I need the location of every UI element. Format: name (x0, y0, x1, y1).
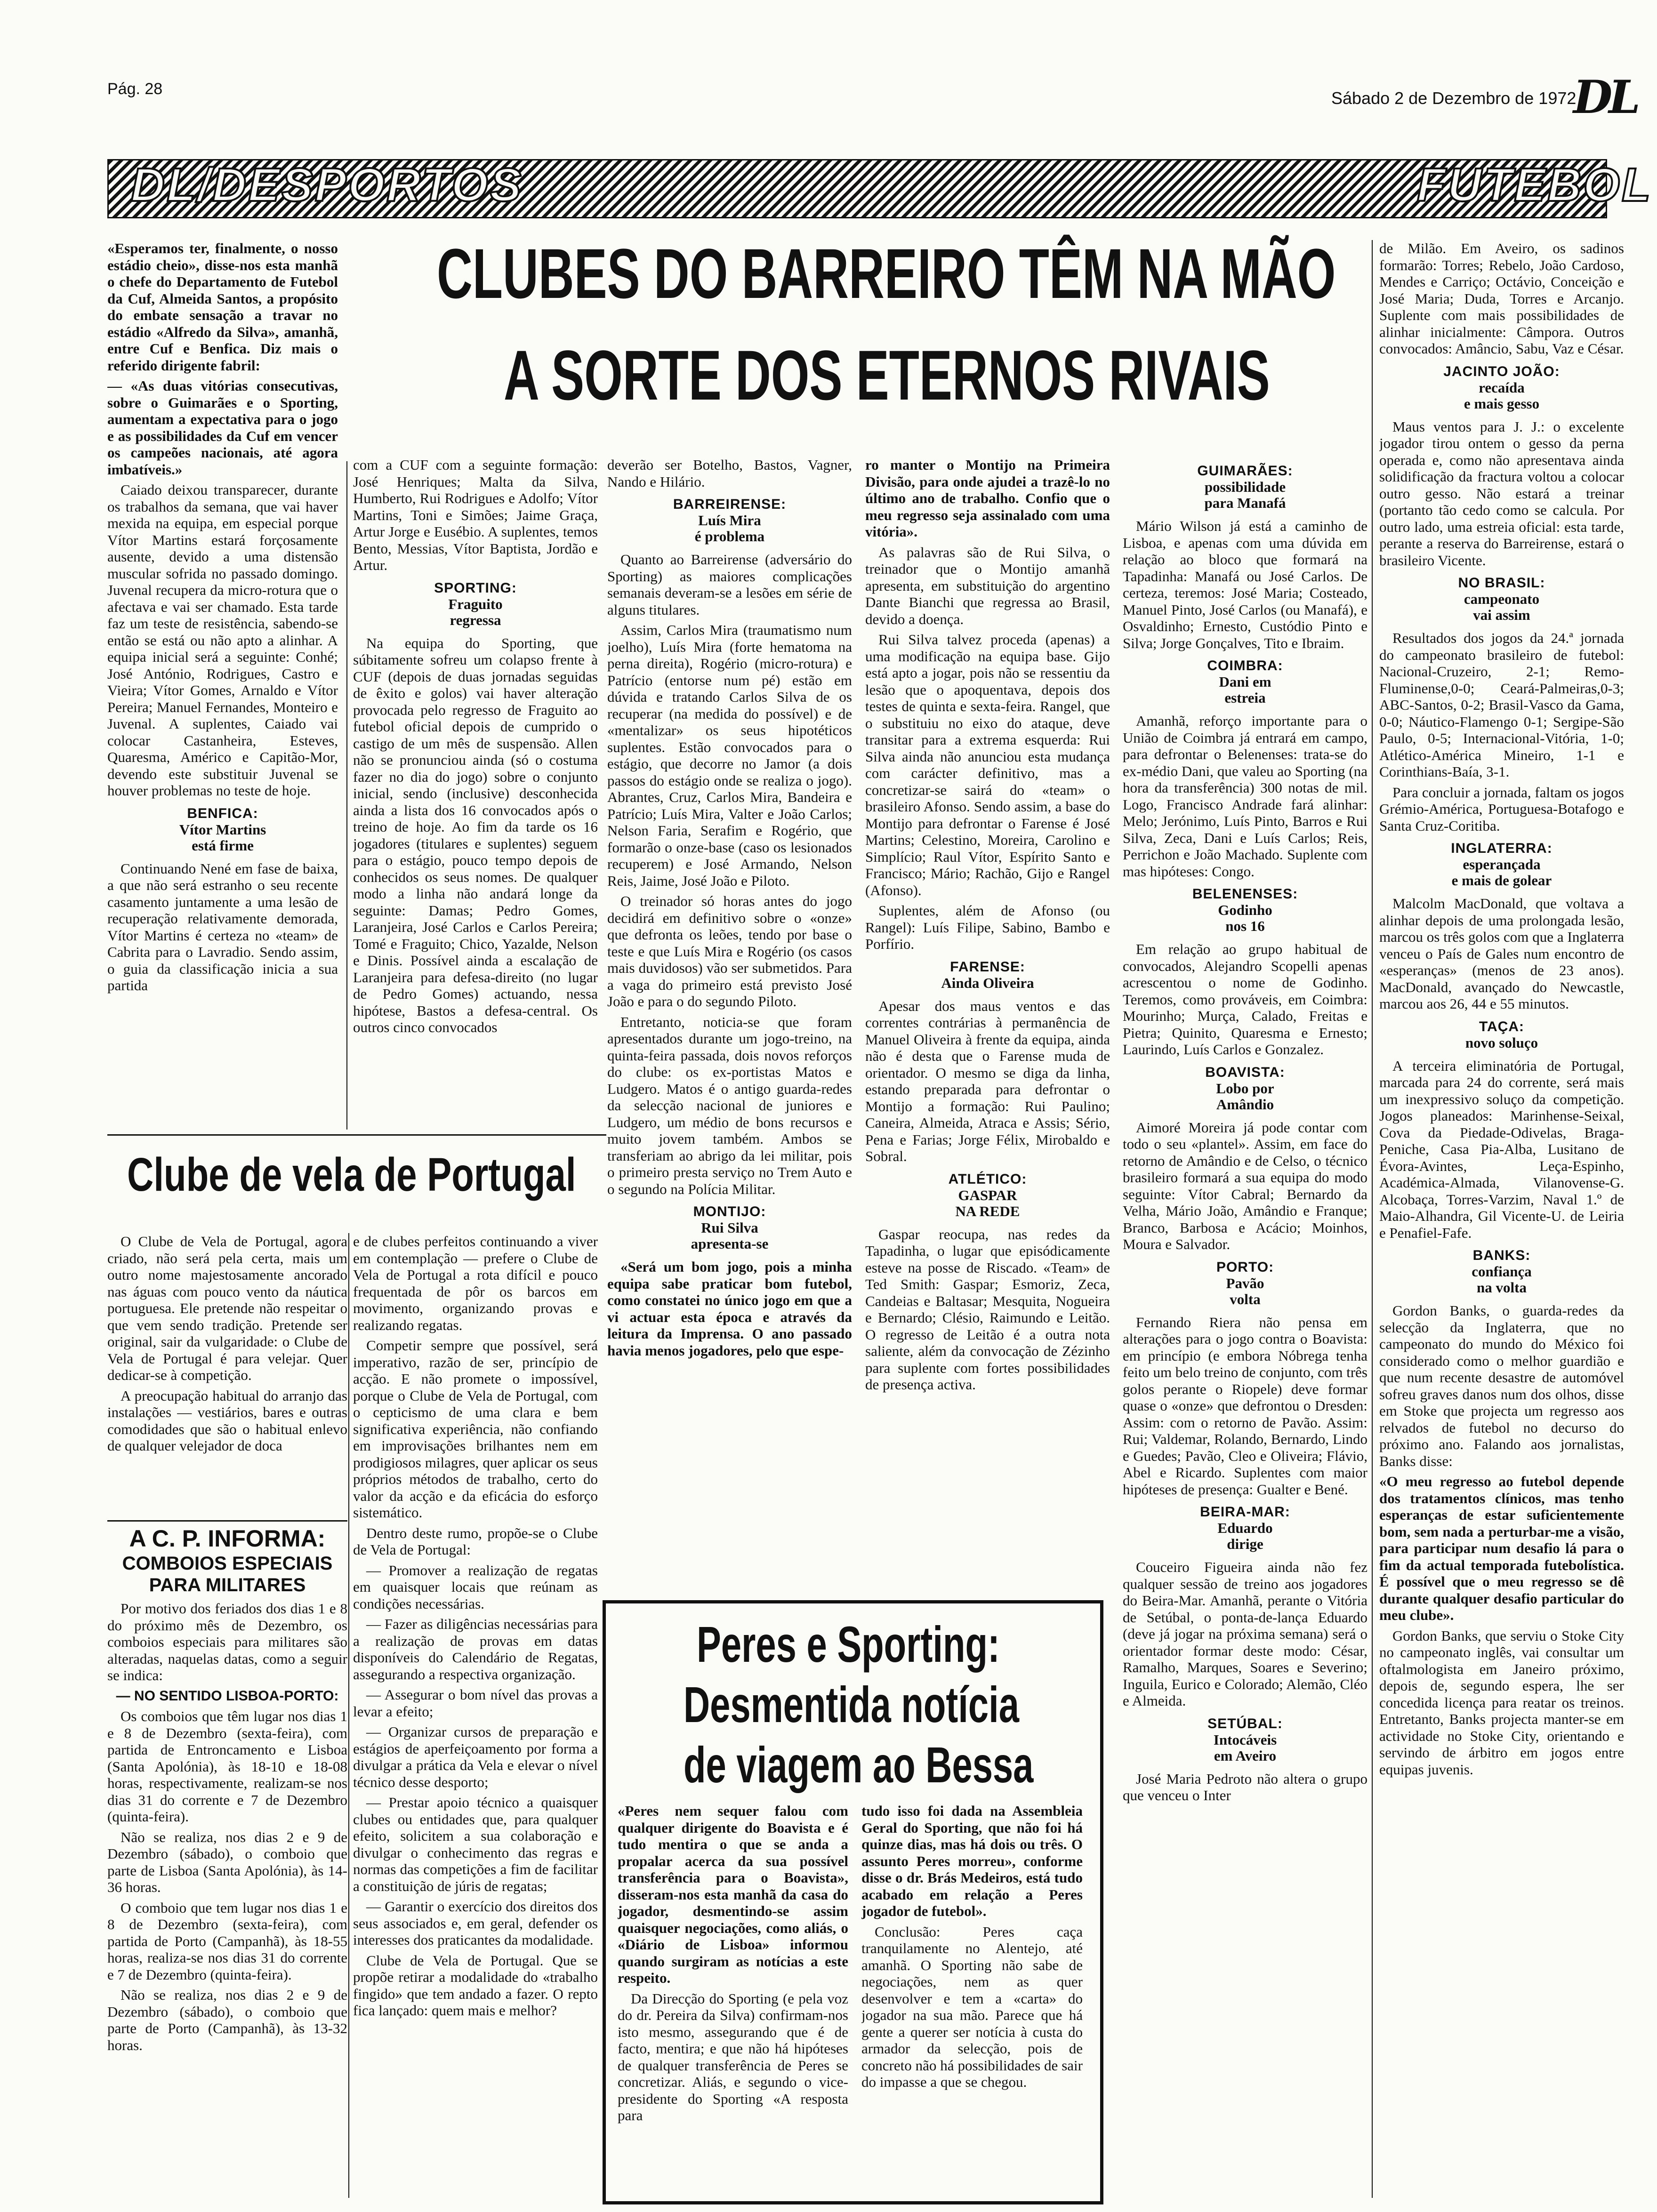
paragraph: Resultados dos jogos da 24.ª jornada do campeonato brasileiro de futebol: Nacional-Cruzeiro, 2-1; Remo-Fluminense,0-0; Ceará-Palmeiras,0-3; ABC-Santos, 0-2; Brasil-Vasco da Gama, 0-0; Náutico-Flamengo 0-1; Sergipe-São Paulo, 0-5; Internacional-Vitória, 1-0; Atlético-América Mineiro, 1-1 e Corinthians-Baía, 3-1. (1379, 630, 1624, 780)
vela-column-1 (107, 1233, 347, 1530)
subheading-title: BANKS: (1472, 1248, 1531, 1263)
list-item: — Fazer as diligências necessárias para a realização de provas em datas disponíveis do Calendário de Regatas, assegurando a respectiva organização. (353, 1616, 598, 1683)
paragraph: O comboio que tem lugar nos dias 1 e 8 de Dezembro (sexta-feira), com partida de Porto (Campanhã), às 18-55 horas, realiza-se nos dias 31 do corrente e 7 de Dezembro (quinta-feira). (107, 1899, 347, 1983)
subheading-line: é problema (694, 528, 765, 545)
quote-paragraph: — «As duas vitórias consecutivas, sobre o Guimarães e o Sporting, aumentam a expectativa para o jogo e as possibilidades da Cuf em vencer os campeões nacionais, até agora imbatíveis.» (107, 377, 338, 478)
subheading-line: nos 16 (1225, 918, 1265, 934)
subheading-line: regressa (450, 611, 501, 628)
column-divider (1372, 240, 1373, 2198)
subheading-line: Fraguito (448, 595, 503, 612)
paragraph: A preocupação habitual do arranjo das instalações — vestiários, bares e outras comodidades que são o habitual enlevo de qualquer velejador de doca (107, 1387, 347, 1454)
subheading-line: Pavão (1226, 1274, 1264, 1291)
subheading-farense (865, 959, 1110, 991)
paragraph: Conclusão: Peres caça tranquilamente no Alentejo, até amanhã. O Sporting não sabe de negociações, nem as quer desenvolver e tem a «carta» do jogador na sua mão. Parece que há gente a querer ser notícia à custa do armador da selecção, pois de concreto não há possibilidades de sair do impasse a que se chegou. (861, 1923, 1083, 2090)
subheading-setubal (1123, 1716, 1367, 1764)
subheading-sporting (353, 580, 598, 628)
paragraph: As palavras são de Rui Silva, o treinador que o Montijo amanhã apresenta, em substituição do argentino Dante Bianchi que regressa ao Brasil, devido a doença. (865, 544, 1110, 627)
paragraph: Não se realiza, nos dias 2 e 9 de Dezembro (sábado), o comboio que parte de Porto (Campanhã), às 13-32 horas. (107, 1987, 347, 2053)
paragraph: Aimoré Moreira já pode contar com todo o seu «plantel». Assim, em face do retorno de Amândio e de Celso, o técnico brasileiro formará a sua equipa do modo seguinte: Vítor Cabral; Bernardo da Velha, Mário João, Amândio e Franque; Branco, Barbosa e Acácio; Moinhos, Moura e Salvador. (1123, 1119, 1367, 1252)
acp-subtitle-1: COMBOIOS ESPECIAIS (122, 1553, 333, 1574)
section-title-left: DL/DESPORTOS (131, 159, 523, 211)
subheading-title: ATLÉTICO: (948, 1171, 1027, 1187)
subheading-line: estreia (1224, 689, 1266, 706)
paragraph: Couceiro Figueira ainda não fez qualquer sessão de treino aos jogadores do Beira-Mar. Amanhã, perante o Vitória de Setúbal, o ponta-de-lança Eduardo (deve já jogar na próxima semana) será o orientador formar deste modo: César, Ramalho, Marques, Soares e Severino; Inguila, Eurico e Colorado; Alemão, Cléo e Almeida. (1123, 1559, 1367, 1709)
subheading-line: em Aveiro (1214, 1747, 1277, 1764)
section-title-right: FUTEBOL (1417, 159, 1653, 211)
subheading-line: novo soluço (1465, 1034, 1538, 1051)
subheading-benfica (107, 806, 338, 854)
intro-paragraph: «Esperamos ter, finalmente, o nosso estádio cheio», disse-nos esta manhã o chefe do Departamento de Futebol da Cuf, Almeida Santos, a propósito do embate sensação a travar no estádio «Alfredo da Silva», amanhã, entre Cuf e Benfica. Diz mais o referido dirigente fabril: (107, 240, 338, 374)
paragraph: Por motivo dos feriados dos dias 1 e 8 do próximo mês de Dezembro, os comboios especiais para militares são alteradas, naquelas datas, como a seguir se indica: (107, 1600, 347, 1683)
subheading-line: volta (1230, 1290, 1261, 1307)
peres-headline-1: Peres e Sporting: (697, 1616, 1000, 1673)
quote-paragraph: «Peres nem sequer falou com qualquer dirigente do Boavista e é tudo mentira o que se anda a propalar acerca da sua possível transferência para o Boavista», disseram-nos esta manhã da casa do jogador, desmentindo-se assim quaisquer negociações, como aliás, o «Diário de Lisboa» informou quando surgiram as notícias a este respeito. (618, 1803, 848, 1986)
paragraph: Dentro deste rumo, propõe-se o Clube de Vela de Portugal: (353, 1524, 598, 1558)
paragraph: Em relação ao grupo habitual de convocados, Alejandro Scopelli apenas acrescentou o nome de Godinho. Teremos, como prováveis, em Coimbra: Mourinho; Murça, Calado, Freitas e Pietra; Quinito, Quaresma e Ernesto; Laurindo, Luís Carlos e Gonzalez. (1123, 941, 1367, 1058)
subheading-line: campeonato (1464, 591, 1540, 607)
paragraph: Para concluir a jornada, faltam os jogos Grémio-América, Portuguesa-Botafogo e Santa Cruz-Coritiba. (1379, 784, 1624, 834)
subheading-barreirense (607, 497, 852, 545)
subheading-line: esperançada (1463, 856, 1541, 873)
subheading-montijo (607, 1204, 852, 1252)
issue-date: Sábado 2 de Dezembro de 1972 (1331, 88, 1577, 108)
paragraph: Competir sempre que possível, será imperativo, razão de ser, princípio de acção. E não promete o impossível, porque o Clube de Vela de Portugal, com o cepticismo de uma clara e bem significativa experiência, não confiando em improvisações brilhantes nem em prodigiosos milagres, quer aplicar os seus próprios métodos de trabalho, certo do valor da acção e da eficácia do esforço sistemático. (353, 1337, 598, 1521)
acp-title: A C. P. INFORMA: (129, 1525, 326, 1552)
list-item: — Promover a realização de regatas em quaisquer locais que reúnam as condições necessárias. (353, 1562, 598, 1612)
list-item: — Prestar apoio técnico a quaisquer clubes ou entidades que, para qualquer efeito, solicitem a sua colaboração e divulgar o conhecimento das regras e normas das competições a fim de facilitar a constituição de júris de regatas; (353, 1794, 598, 1894)
paragraph: Maus ventos para J. J.: o excelente jogador tirou ontem o gesso da perna operada e, como não apresentava ainda solidificação da fractura voltou a colocar outro gesso. Não estará a treinar (portanto tão cedo como se calcula. Por outro lado, uma estreia oficial: esta tarde, perante a reserva do Barreirense, estará o brasileiro Vicente. (1379, 418, 1624, 569)
subheading-line: Intocáveis (1213, 1731, 1277, 1748)
paragraph: Mário Wilson já está a caminho de Lisboa, e apenas com uma dúvida em relação ao bloco que formará na Tapadinha: Manafá ou José Carlos. De certeza, teremos: José Maria; Costeado, Manuel Pinto, José Carlos (ou Manafá), e Osvaldinho; Ernesto, Custódio Pinto e Silva; Jorge Gonçalves, Tito e Ibraim. (1123, 518, 1367, 651)
subheading-coimbra (1123, 658, 1367, 706)
column-divider (346, 461, 347, 1130)
subheading-no-brasil (1379, 575, 1624, 623)
subheading-boavista (1123, 1065, 1367, 1113)
paragraph: A terceira eliminatória de Portugal, marcada para 24 do corrente, será mais um inexpressivo soluço da competição. Jogos planeados: Marinhense-Seixal, Cova da Piedade-Odivelas, Braga-Peniche, Casa Pia-Alba, Lusitano de Évora-Avintes, Leça-Espinho, Académica-Almada, Vilanovense-G. Alcobaça, Torres-Varzim, Naval 1.º de Maio-Alhandra, Gil Vicente-U. de Leiria e Penafiel-Fafe. (1379, 1057, 1624, 1241)
paragraph: Gordon Banks, que serviu o Stoke City no campeonato inglês, vai consultar um oftalmologista em Janeiro próximo, depois de, segundo espera, lhe ser concedida licença para reatar os treinos. Entretanto, Banks projecta manter-se em actividade no Stoke City, orientando e servindo de árbitro em jogos entre equipas juvenis. (1379, 1627, 1624, 1778)
subheading-line: Dani em (1219, 673, 1271, 690)
article-column-4 (865, 457, 1110, 1586)
subheading-title: BENFICA: (187, 805, 258, 821)
subheading-title: MONTIJO: (693, 1204, 766, 1219)
peres-headline-3: de viagem ao Bessa (684, 1736, 1034, 1793)
subheading-atletico (865, 1171, 1110, 1219)
subheading-line: recaída (1479, 379, 1525, 396)
paragraph: Rui Silva talvez proceda (apenas) a uma modificação na equipa base. Gijo está apto a jogar, pois não se ressentiu da lesão que o apoquentava, depois dos testes de quinta e sexta-feira. Rangel, que o substituiu no eixo do ataque, deve transitar para a extrema esquerda: Rui Silva ainda não anunciou esta mudança com carácter definitivo, mas a concretizar-se sairá do «team» o brasileiro Afonso. Sendo assim, a base do Montijo para defrontar o Farense é José Martins; Celestino, Moreira, Carolino e Simplício; Raul Vítor, Espírito Santo e Francisco; Mário; Rachão, Gijo e Rangel (Afonso). (865, 631, 1110, 898)
vela-headline: Clube de vela de Portugal (127, 1148, 576, 1201)
subheading-line: e mais de golear (1451, 872, 1552, 889)
subheading-line: está firme (192, 837, 254, 854)
article-column-3 (607, 457, 852, 1586)
paragraph: e de clubes perfeitos continuando a viver em contemplação — prefere o Clube de Vela de Portugal a rota difícil e pouco frequentada de pôr os barcos em movimento, organizando provas e realizando regatas. (353, 1233, 598, 1333)
section-divider (107, 1134, 606, 1136)
quote-paragraph: ro manter o Montijo na Primeira Divisão, para onde ajudei a trazê-lo no último ano de trabalho. Confio que o meu regresso seja assinalado com uma vitória». (865, 457, 1110, 540)
article-column-1 (107, 240, 338, 1125)
column-divider (348, 1233, 349, 2198)
peres-column-1 (618, 1803, 848, 2188)
paragraph: Suplentes, além de Afonso (ou Rangel): Luís Filipe, Sabino, Bambo e Porfírio. (865, 902, 1110, 952)
subheading-banks (1379, 1248, 1624, 1296)
newspaper-logo: DL (1573, 71, 1637, 124)
paragraph: Quanto ao Barreirense (adversário do Sporting) as maiores complicações semanais deveram-se a lesões em série de alguns titulares. (607, 551, 852, 618)
paragraph: O treinador só horas antes do jogo decidirá em definitivo sobre o «onze» que defronta os leões, tendo por base o teste e que Luís Mira e Rogério (os casos mais duvidosos) vão ser submetidos. Para a vaga do primeiro está previsto José João e para o do segundo Piloto. (607, 893, 852, 1010)
acp-subtitle-2: PARA MILITARES (149, 1575, 306, 1595)
article-column-5 (1123, 457, 1367, 2198)
subheading-belenenses (1123, 886, 1367, 934)
subheading-title: GUIMARÃES: (1197, 463, 1293, 479)
quote-paragraph: «Será um bom jogo, pois a minha equipa sabe praticar bom futebol, como constatei no único jogo em que a vi actuar esta época e através da leitura da Imprensa. O ano passado havia menos jogadores, pelo que espe- (607, 1258, 852, 1359)
acp-column (107, 1600, 347, 2198)
subheading-title: INGLATERRA: (1451, 841, 1552, 856)
subheading-title: COIMBRA: (1207, 658, 1283, 673)
subheading-title: SPORTING: (434, 580, 517, 596)
quote-paragraph: tudo isso foi dada na Assembleia Geral do Sporting, que não foi há quinze dias, mas há dois ou três. O assunto Peres morreu», conforme disse o dr. Brás Medeiros, está tudo acabado em relação a Peres jogador de futebol». (861, 1803, 1083, 1919)
subheading-line: Ainda Oliveira (941, 974, 1034, 991)
vela-column-2 (353, 1233, 598, 2198)
subheading-inglaterra (1379, 841, 1624, 889)
paragraph: Amanhã, reforço importante para o União de Coimbra já entrará em campo, para defrontar o Belenenses: trata-se do ex-médio Dani, que valeu ao Sporting (na hora da transferência) 300 notas de mil. Logo, Francisco Andrade fará alinhar: Melo; Jerónimo, Luís Pinto, Barros e Rui Silva, Zeca, Dani e Luís Carlos; Reis, Perrichon e João Machado. Suplente com mas hipóteses: Congo. (1123, 713, 1367, 880)
subheading-title: BELENENSES: (1192, 886, 1298, 902)
subheading-title: TAÇA: (1479, 1018, 1525, 1034)
paragraph: Não se realiza, nos dias 2 e 9 de Dezembro (sábado), o comboio que parte de Lisboa (Santa Apolónia), às 14-36 horas. (107, 1828, 347, 1895)
paragraph: Na equipa do Sporting, que súbitamente sofreu um colapso frente à CUF (depois de duas jornadas seguidas de êxito e golos) vai haver alteração provocada pelo regresso de Fraguito ao futebol oficial depois de cumprido o castigo de um mês de suspensão. Allen não se pronunciou ainda (só o costuma fazer no dia do jogo) sobre o conjunto inicial, sendo (inclusive) desconhecida ainda a lista dos 16 convocados após o treino de hoje. Ao fim da tarde os 16 jogadores (titulares e suplentes) seguem para o estágio, pouco tempo depois de conhecidos os seus nomes. De qualquer modo a linha não andará longe da seguinte: Damas; Pedro Gomes, Laranjeira, José Carlos e Carlos Pereira; Tomé e Fraguito; Chico, Yazalde, Nelson e Dinis. Possível ainda a escalação de Laranjeira para defesa-direito (no lugar de Pedro Gomes) actuando, nessa hipótese, Bastos a defesa-central. Os outros cinco convocados (353, 634, 598, 1035)
subheading-title: SETÚBAL: (1207, 1715, 1283, 1731)
subheading-line: GASPAR (958, 1186, 1017, 1203)
subheading-line: possibilidade (1204, 479, 1286, 495)
subheading-porto (1123, 1259, 1367, 1307)
subheading-line: vai assim (1473, 607, 1530, 623)
subheading-line: na volta (1477, 1279, 1527, 1296)
subheading-beira-mar (1123, 1504, 1367, 1552)
subheading-title: JACINTO JOÃO: (1443, 363, 1560, 379)
subheading-line: Amândio (1216, 1096, 1274, 1113)
subheading-line: Rui Silva (701, 1219, 758, 1236)
list-item: — Organizar cursos de preparação e estágios de aperfeiçoamento por forma a divulgar a prática da Vela e elevar o nível técnico desse desporto; (353, 1723, 598, 1790)
paragraph: Entretanto, noticia-se que foram apresentados durante um jogo-treino, na quinta-feira passada, dois novos reforços do clube: os ex-portistas Matos e Ludgero. Matos é o antigo guarda-redes da selecção nacional de juniores e Ludgero, um médio de bons recursos e muito jovem também. Ambos se transferiam ao abrigo da lei militar, pois o primeiro presta serviço no Trem Auto e o segundo na Polícia Militar. (607, 1013, 852, 1197)
subheading-jacinto-joao (1379, 364, 1624, 412)
paragraph: Os comboios que têm lugar nos dias 1 e 8 de Dezembro (sexta-feira), com partida de Entroncamento e Lisboa (Santa Apolónia), às 18-10 e 18-08 horas, respectivamente, realizam-se nos dias 31 do corrente e 7 de Dezembro (quinta-feira). (107, 1708, 347, 1825)
subheading-line: dirige (1227, 1536, 1263, 1552)
paragraph: Clube de Vela de Portugal. Que se propõe retirar a modalidade do «trabalho fingido» que tem andado a fazer. O repto fica lançado: quem mais e melhor? (353, 1952, 598, 2019)
section-divider (107, 1520, 347, 1522)
subheading-title: BOAVISTA: (1205, 1064, 1285, 1080)
paragraph: de Milão. Em Aveiro, os sadinos formarão: Torres; Rebelo, João Cardoso, Mendes e Carriço; Octávio, Conceição e José Maria; Duda, Torres e Arcanjo. Suplente com mais possibilidades de alinhar inicialmente: Câmpora. Outros convocados: Amâncio, Sabu, Vaz e César. (1379, 240, 1624, 357)
subheading-title: BEIRA-MAR: (1200, 1504, 1290, 1520)
peres-headline-2: Desmentida notícia (684, 1676, 1019, 1733)
subheading-line: apresenta-se (691, 1235, 769, 1252)
subheading-line: NA REDE (955, 1202, 1020, 1219)
paragraph: Da Direcção do Sporting (e pela voz do dr. Pereira da Silva) confirmam-nos isto mesmo, assegurando que é de facto, mentira; e que não há hipóteses de qualquer transferência de Peres se concretizar. Aliás, e segundo o vice-presidente do Sporting «A resposta para (618, 1990, 848, 2124)
paragraph: Apesar dos maus ventos e das correntes contrárias à permanência de Manuel Oliveira à frente da equipa, ainda não é desta que o Farense muda de orientador. O mesmo se diga da linha, estando preparada para defrontar o Montijo a formação: Rui Paulino; Caneira, Almeida, Atraca e Assis; Sério, Pena e Farias; Jorge Félix, Mirobaldo e Sobral. (865, 997, 1110, 1164)
subheading-line: confiança (1472, 1263, 1532, 1280)
subheading-line: Luís Mira (698, 512, 761, 529)
subheading-title: PORTO: (1216, 1259, 1274, 1275)
subheading-line: Lobo por (1216, 1080, 1274, 1097)
main-headline-line2: A SORTE DOS ETERNOS RIVAIS (504, 336, 1270, 415)
page-number: Pág. 28 (107, 80, 163, 98)
subheading-line: para Manafá (1204, 495, 1286, 511)
paragraph: O Clube de Vela de Portugal, agora criado, não será pela certa, mais um outro nome majestosamente ancorado nas águas com pouco vento da náutica portuguesa. Ele pretende não respeitar o que vem sendo tradição. Pretende ser original, sair da vulgaridade: o Clube de Vela de Portugal é para velejar. Quer dedicar-se à competição. (107, 1233, 347, 1383)
paragraph: com a CUF com a seguinte formação: José Henriques; Malta da Silva, Humberto, Rui Rodrigues e Adolfo; Vítor Martins, Toni e Simões; Jaime Graça, Artur Jorge e Eusébio. A suplentes, temos Bento, Messias, Vítor Baptista, Jordão e Artur. (353, 457, 598, 573)
paragraph: deverão ser Botelho, Bastos, Vagner, Nando e Hilário. (607, 457, 852, 490)
paragraph: Assim, Carlos Mira (traumatismo num joelho), Luís Mira (forte hematoma na perna direita), Rogério (micro-rotura) e Patrício (entorse num pé) estão em dúvida e tratando Carlos Silva de os recuperar (na medida do possível) e de «mentalizar» os seus hipotéticos suplentes. Estão convocados para o estágio, que decorre no Jamor (a dois passos do estágio onde se realiza o jogo). Abrantes, Cruz, Carlos Mira, Bandeira e Patrício; Luís Mira, Valter e João Carlos; Nelson Faria, Serafim e Rogério, que formarão o onze-base (caso os lesionados recuperem) e José Armando, Nelson Reis, Jaime, José João e Piloto. (607, 622, 852, 889)
main-headline-line1: CLUBES DO BARREIRO TÊM NA MÃO (437, 234, 1336, 313)
paragraph: Fernando Riera não pensa em alterações para o jogo contra o Boavista: em princípio (e embora Nóbrega tenha feito um belo treino de conjunto, com três golos perante o Riopele) deve formar quase o «onze» que defrontou o Dresden: Assim: com o retorno de Pavão. Assim: Rui; Valdemar, Rolando, Bernardo, Lindo e Guedes; Pavão, Cleo e Oliveira; Flávio, Abel e Ricardo. Suplentes com maior hipóteses de presença: Gualter e Bené. (1123, 1314, 1367, 1498)
quote-paragraph: «O meu regresso ao futebol depende dos tratamentos clínicos, mas tenho esperanças de estar suficientemente bom, sem nada a perturbar-me a visão, para participar num desafio lá para o fim da actual temporada futebolística. É possível que o meu regresso se dê durante qualquer desafio particular do meu clube». (1379, 1473, 1624, 1623)
subheading-line: Eduardo (1217, 1520, 1273, 1536)
peres-column-2 (861, 1803, 1083, 2188)
subheading-guimaraes (1123, 463, 1367, 511)
subheading-title: NO BRASIL: (1458, 575, 1545, 591)
subheading-taca (1379, 1019, 1624, 1051)
subheading-title: BARREIRENSE: (673, 497, 787, 512)
subheading-line: e mais gesso (1464, 395, 1540, 412)
article-column-2 (353, 457, 598, 1120)
subheading-title: FARENSE: (950, 959, 1025, 975)
route-heading: — NO SENTIDO LISBOA-PORTO: (116, 1688, 339, 1704)
subheading-line: Vítor Martins (179, 821, 266, 838)
paragraph: Gordon Banks, o guarda-redes da selecção da Inglaterra, que no campeonato do mundo do México foi considerado como o melhor guardião e que num recente desastre de automóvel sofreu graves danos num dos olhos, disse em Stoke que projecta um regresso aos relvados de futebol no decurso do próximo ano. Falando aos jornalistas, Banks disse: (1379, 1302, 1624, 1469)
paragraph: José Maria Pedroto não altera o grupo que venceu o Inter (1123, 1770, 1367, 1803)
subheading-line: Godinho (1218, 902, 1272, 918)
paragraph: Malcolm MacDonald, que voltava a alinhar depois de uma prolongada lesão, marcou os três golos com que a Inglaterra venceu o País de Gales num encontro de «esperanças» (menos de 23 anos). MacDonald, avançado do Newcastle, marcou aos 26, 44 e 55 minutos. (1379, 895, 1624, 1012)
list-item: — Assegurar o bom nível das provas a levar a efeito; (353, 1686, 598, 1720)
paragraph: Caiado deixou transparecer, durante os trabalhos da semana, que vai haver mexida na equipa, em especial porque Vítor Martins estará forçosamente ausente, devido a uma distensão muscular sofrida no passado domingo. Juvenal recupera da micro-rotura que o afectava e vai ser chamado. Esta tarde faz um teste de resistência, sabendo-se então se está ou não apto a alinhar. A equipa inicial será a seguinte: Conhé; José António, Rodrigues, Castro e Vieira; Vítor Gomes, Arnaldo e Vítor Pereira; Manuel Fernandes, Monteiro e Juvenal. A suplentes, Caiado vai colocar Castanheira, Esteves, Quaresma, Américo e Capitão-Mor, devendo este substituir Juvenal se houver problemas no teste de hoje. (107, 481, 338, 799)
list-item: — Garantir o exercício dos direitos dos seus associados e, em geral, defender os interesses dos praticantes da modalidade. (353, 1898, 598, 1948)
paragraph: Gaspar reocupa, nas redes da Tapadinha, o lugar que episódicamente esteve na posse de Riscado. «Team» de Ted Smith: Gaspar; Esmoriz, Zeca, Candeias e Baltasar; Mesquita, Nogueira e Bernardo; Clésio, Raimundo e Leitão. O regresso de Leitão é a outra nota saliente, além da convocação de Zézinho para suplente com fortes possibilidades de presença activa. (865, 1226, 1110, 1393)
article-column-6 (1379, 240, 1624, 2198)
paragraph: Continuando Nené em fase de baixa, a que não será estranho o seu recente casamento juntamente a uma lesão de recuperação relativamente demorada, Vítor Martins é certeza no «team» de Cabrita para o Lavradio. Sendo assim, o guia da classificação inicia a sua partida (107, 860, 338, 994)
